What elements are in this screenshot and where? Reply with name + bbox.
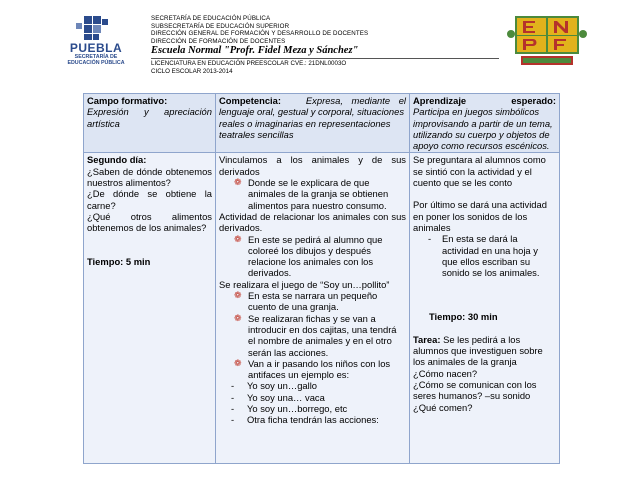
aprendizaje-cell	[410, 94, 560, 153]
school-crest-icon	[505, 14, 589, 68]
bullet-icon: ❁	[234, 312, 242, 323]
lesson-plan-table	[83, 93, 560, 464]
tarea-text: Se les pedirá a los alumnos que investiguen sobre los animales de la granja	[413, 333, 543, 368]
table-header-row	[84, 94, 560, 153]
bullet-icon: ❁	[234, 177, 242, 188]
school-name: Escuela Normal "Profr. Fidel Meza y Sánchez"	[151, 45, 359, 56]
license-line: LICENCIATURA EN EDUCACIÓN PREESCOLAR CVE.: 21DNL0003O	[151, 60, 347, 67]
time-label: Tiempo: 30 min	[429, 311, 498, 323]
bullet-icon: ❁	[234, 233, 242, 244]
dash-icon: -	[231, 403, 235, 415]
question-1: ¿Saben de dónde obtenemos nuestros alimentos?	[87, 165, 212, 189]
list-item: ❁ Se realizaran fichas y se van a introducir en dos cajitas, una tendrá el nombre de animales y en el otro serán las acciones.	[234, 312, 397, 358]
campo-formativo-cell	[84, 94, 216, 153]
tarea-question: ¿Qué comen?	[413, 401, 473, 413]
license-block	[151, 60, 346, 76]
activity-paragraph: Se realizara el juego de “Soy un…pollito”	[219, 278, 390, 290]
closing-paragraph: Se preguntara al alumnos como se sintió con la actividad y el cuento que se les conto	[413, 154, 546, 189]
dash-icon: -	[231, 414, 235, 426]
school-crest-logo	[505, 14, 589, 68]
time-label: Tiempo: 5 min	[87, 255, 151, 267]
sep-line-2: EDUCACIÓN PÚBLICA	[67, 60, 125, 66]
list-item: - Otra ficha tendrán las acciones:	[231, 414, 379, 426]
list-item: ❁ Donde se le explicara de que animales de la granja se obtienen alimentos para nuestro consumo.	[234, 177, 389, 211]
sep-line-1: SECRETARÍA DE	[74, 54, 118, 60]
closing-paragraph: Por último se dará una actividad en poner los sonidos de los animales	[413, 199, 547, 233]
aprendizaje-value: Participa en juegos simbólicos improvisando a partir de un tema, utilizando su cuerpo y objetos de apoyo como recursos escénicos.	[413, 106, 553, 152]
dash-icon: -	[231, 391, 235, 403]
question-2: ¿De dónde se obtiene la carne?	[87, 188, 212, 211]
dash-icon: -	[231, 380, 235, 392]
list-item: ❁ En este se pedirá al alumno que coloreé los dibujos y después relacione los animales con los derivados.	[234, 233, 383, 279]
list-item: - Yo soy una… vaca	[231, 391, 325, 403]
list-item: - En esta se dará la actividad en una hoja y que ellos escriban su sonido se los animales.	[428, 233, 540, 279]
list-item: - Yo soy un…gallo	[231, 380, 318, 392]
desarrollo-cell	[216, 153, 410, 464]
table-body-row	[84, 153, 560, 464]
institution-block	[151, 15, 368, 45]
puebla-sep-logo	[62, 14, 130, 70]
activity-paragraph: Vinculamos a los animales y de sus derivados	[219, 154, 406, 177]
aprendizaje-label-2: esperado:	[511, 95, 556, 106]
segundo-dia-label: Segundo día:	[87, 154, 147, 166]
tarea-paragraph	[413, 334, 556, 368]
dash-icon: -	[428, 233, 432, 245]
list-item: ❁ Van a ir pasando los niños con los antifaces un ejemplo es:	[234, 357, 391, 381]
institution-line: SUBSECRETARÍA DE EDUCACIÓN SUPERIOR	[151, 22, 290, 30]
campo-formativo-value: Expresión y apreciación artística	[87, 106, 212, 129]
institution-line: SECRETARÍA DE EDUCACIÓN PÚBLICA	[151, 15, 271, 22]
competencia-cell	[216, 94, 410, 153]
activity-paragraph: Actividad de relacionar los animales con sus derivados.	[219, 210, 406, 234]
tarea-label: Tarea:	[413, 333, 441, 345]
cycle-line: CICLO ESCOLAR 2013-2014	[151, 67, 233, 75]
campo-formativo-label: Campo formativo:	[87, 95, 168, 106]
question-3: ¿Qué otros alimentos obtenemos de los animales?	[87, 210, 212, 234]
competencia-value-start: Expresa, mediante el	[305, 95, 406, 106]
cierre-cell	[410, 153, 560, 464]
competencia-label: Competencia:	[219, 95, 281, 106]
aprendizaje-label: Aprendizaje	[413, 95, 467, 106]
institution-line: DIRECCIÓN GENERAL DE FORMACIÓN Y DESARROLLO DE DOCENTES	[151, 30, 369, 38]
list-item: - Yo soy un…borrego, etc	[231, 403, 348, 415]
list-item: ❁ En esta se narrara un pequeño cuento de una granja.	[234, 290, 378, 313]
competencia-value: lenguaje oral, gestual y corporal, situaciones reales o imaginarias en representaciones teatrales sencillas	[219, 106, 405, 140]
bullet-icon: ❁	[234, 357, 242, 368]
inicio-cell	[84, 153, 216, 464]
puebla-wordmark: PUEBLA	[69, 41, 123, 55]
header-divider	[151, 58, 499, 59]
tarea-question: ¿Cómo se comunican con los seres humanos? –su sonido	[413, 378, 537, 402]
bullet-icon: ❁	[234, 290, 242, 301]
institution-line: DIRECCIÓN DE FORMACIÓN DE DOCENTES	[151, 37, 286, 45]
tarea-question: ¿Cómo nacen?	[413, 367, 478, 379]
